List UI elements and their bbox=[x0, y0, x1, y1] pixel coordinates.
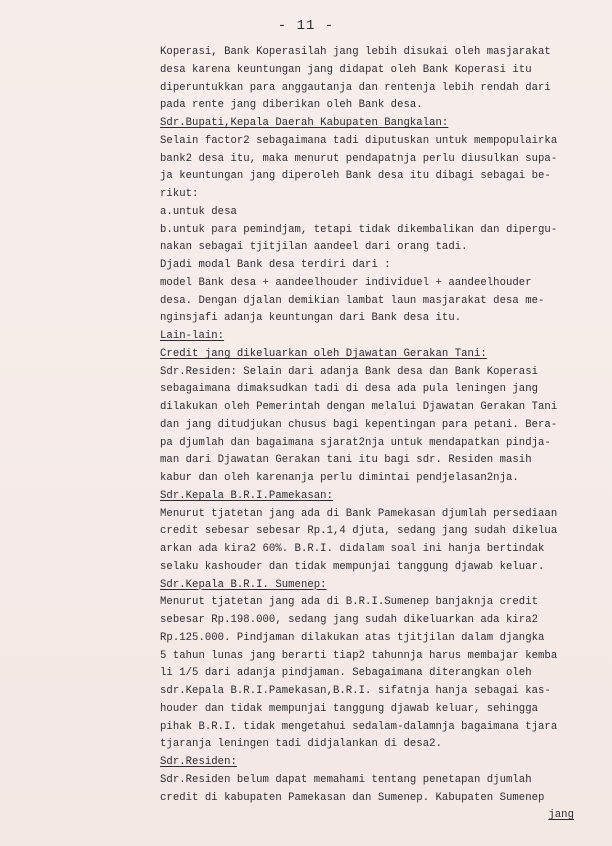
text-line: b.untuk para pemindjam, tetapi tidak dikembalikan dan dipergu- bbox=[160, 223, 558, 236]
text-line: Sdr.Residen: Selain dari adanja Bank desa dan Bank Koperasi bbox=[160, 365, 539, 378]
text-line: arkan ada kira2 60%. B.R.I. didalam soal ini hanja bertindak bbox=[160, 543, 545, 555]
text-line: tjaranja leningen tadi didjalankan di desa2. bbox=[160, 738, 442, 751]
text-line: desa. Dengan djalan demikian lambat laun masjarakat desa me- bbox=[160, 294, 545, 307]
catchword: jang bbox=[548, 809, 574, 822]
text-line: Djadi modal Bank desa terdiri dari : bbox=[160, 259, 391, 271]
text-line: pada rente jang diberikan oleh Bank desa. bbox=[160, 99, 423, 112]
section-heading: Lain-lain: bbox=[160, 330, 225, 342]
text-line: credit sebesar sebesar Rp.1,4 djuta, sedang jang sudah dikelua bbox=[160, 525, 558, 538]
text-line: nakan sebagai tjitjilan aandeel dari orang tadi. bbox=[160, 241, 468, 254]
text-line: sdr.Kepala B.R.I.Pamekasan,B.R.I. sifatnja hanja sebagai kas- bbox=[160, 685, 551, 697]
section-heading: Credit jang dikeluarkan oleh Djawatan Gerakan Tani: bbox=[160, 347, 487, 360]
document-body bbox=[160, 44, 600, 825]
section-heading: Sdr.Kepala B.R.I.Pamekasan: bbox=[160, 489, 333, 502]
text-line: credit di kabupaten Pamekasan dan Sumenep. Kabupaten Sumenep bbox=[160, 791, 545, 804]
text-line: Koperasi, Bank Koperasilah jang lebih disukai oleh masjarakat bbox=[160, 46, 551, 58]
text-line: nginsjafi adanja keuntungan dari Bank desa itu. bbox=[160, 312, 462, 325]
page-number: - 11 - bbox=[277, 18, 335, 34]
text-line: desa karena keuntungan jang didapat oleh Bank Koperasi itu bbox=[160, 63, 532, 76]
text-line: selaku kashouder dan tidak mempunjai tanggung djawab keluar. bbox=[160, 560, 545, 573]
text-line: Sdr.Residen belum dapat memahami tentang penetapan djumlah bbox=[160, 773, 532, 786]
text-line: a.untuk desa bbox=[160, 205, 237, 218]
text-line: model Bank desa + aandeelhouder individuel + aandeelhouder bbox=[160, 276, 532, 289]
text-line: pihak B.R.I. tidak mengetahui sedalam-dalamnja bagaimana tjara bbox=[160, 720, 558, 733]
section-heading: Sdr.Residen: bbox=[160, 756, 237, 768]
text-line: houder dan tidak mempunjai tanggung djawab keluar, sehingga bbox=[160, 702, 539, 715]
text-line: li 1/5 dari adanja pindjaman. Sebagaimana diterangkan oleh bbox=[160, 667, 532, 680]
text-line: sebagaimana dimaksudkan tadi di desa ada pula leningen jang bbox=[160, 383, 539, 396]
text-line: Menurut tjatetan jang ada di Bank Pamekasan djumlah persediaan bbox=[160, 507, 558, 520]
text-line: diperuntukkan para anggautanja dan rentenja lebih rendah dari bbox=[160, 81, 551, 94]
text-line: Menurut tjatetan jang ada di B.R.I.Sumenep banjaknja credit bbox=[160, 596, 539, 609]
text-line: 5 tahun lunas jang berarti tiap2 tahunnja harus membajar kemba bbox=[160, 649, 558, 662]
text-line: pa djumlah dan bagaimana sjarat2nja untuk mendapatkan pindja- bbox=[160, 436, 551, 449]
text-line: man dari Djawatan Gerakan tani itu bagi sdr. Residen masih bbox=[160, 454, 532, 467]
text-line: kabur dan oleh karenanja perlu dimintai pendjelasan2nja. bbox=[160, 472, 519, 484]
text-line: Selain factor2 sebagaimana tadi diputuskan untuk mempopulairka bbox=[160, 134, 558, 147]
text-line: ja keuntungan jang diperoleh Bank desa itu dibagi sebagai be- bbox=[160, 170, 551, 183]
text-line: sebesar Rp.198.000, sedang jang sudah dikeluarkan ada kira2 bbox=[160, 614, 539, 626]
text-line: Rp.125.000. Pindjaman dilakukan atas tjitjilan dalam djangka bbox=[160, 631, 545, 644]
section-heading: Sdr.Bupati,Kepala Daerah Kabupaten Bangkalan: bbox=[160, 117, 449, 129]
text-line: bank2 desa itu, maka menurut pendapatnja perlu diusulkan supa- bbox=[160, 152, 558, 165]
text-line: rikut: bbox=[160, 188, 199, 200]
text-line: dan jang ditudjukan chusus bagi kepentingan para petani. Bera- bbox=[160, 418, 558, 431]
section-heading: Sdr.Kepala B.R.I. Sumenep: bbox=[160, 578, 327, 591]
text-line: dilakukan oleh Pemerintah dengan melalui Djawatan Gerakan Tani bbox=[160, 401, 558, 413]
